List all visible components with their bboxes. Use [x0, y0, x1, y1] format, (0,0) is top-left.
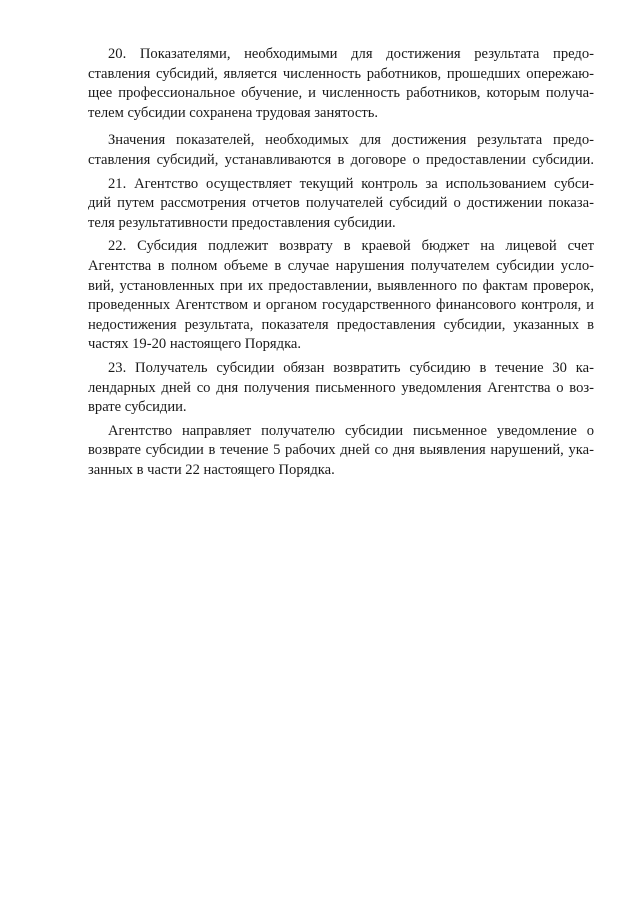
paragraph-line: дий путем рассмотрения отчетов получателей субсидий о достижении показа-	[88, 195, 594, 212]
paragraph-line: лендарных дней со дня получения письменного уведомления Агентства о воз-	[88, 379, 594, 396]
paragraph-line: врате субсидии.	[88, 399, 187, 416]
paragraph-line: проведенных Агентством и органом государственного финансового контроля, и	[88, 297, 594, 314]
paragraph-line: теля результативности предоставления субсидии.	[88, 214, 396, 231]
paragraph-line: Значения показателей, необходимых для достижения результата предо-	[108, 132, 594, 149]
paragraph-line: занных в части 22 настоящего Порядка.	[88, 461, 335, 478]
paragraph-line: возврате субсидии в течение 5 рабочих дней со дня выявления нарушений, ука-	[88, 442, 594, 459]
paragraph-line: щее профессиональное обучение, и численность работников, которым получа-	[88, 85, 594, 102]
paragraph-line: Агентства в полном объеме в случае нарушения получателем субсидии усло-	[88, 257, 594, 274]
paragraph-line: 20. Показателями, необходимыми для достижения результата предо-	[108, 46, 594, 62]
paragraph-line: ставления субсидий, является численность работников, прошедших опережаю-	[88, 65, 594, 82]
paragraph-line: 21. Агентство осуществляет текущий контроль за использованием субси-	[108, 175, 594, 192]
paragraph-20	[88, 45, 594, 123]
paragraph-line: Агентство направляет получателю субсидии письменное уведомление о	[108, 422, 594, 439]
paragraph-line: частях 19-20 настоящего Порядка.	[88, 336, 302, 353]
paragraph-23-notice	[88, 422, 594, 481]
paragraph-line: вий, установленных при их предоставлении, выявленного по фактам проверок,	[88, 277, 594, 294]
paragraph-23	[88, 359, 594, 418]
document-body	[88, 45, 594, 484]
paragraph-line: недостижения результата, показателя предоставления субсидии, указанных в	[88, 316, 594, 333]
paragraph-line: ставления субсидий, устанавливаются в договоре о предоставлении субсидии.	[88, 151, 594, 168]
paragraph-line: 23. Получатель субсидии обязан возвратить субсидию в течение 30 ка-	[108, 359, 594, 376]
paragraph-line: телем субсидии сохранена трудовая занятость.	[88, 104, 379, 121]
paragraph-line: 22. Субсидия подлежит возврату в краевой бюджет на лицевой счет	[108, 238, 594, 255]
paragraph-21	[88, 175, 594, 234]
paragraph-22	[88, 237, 594, 355]
paragraph-20-values	[88, 131, 594, 170]
